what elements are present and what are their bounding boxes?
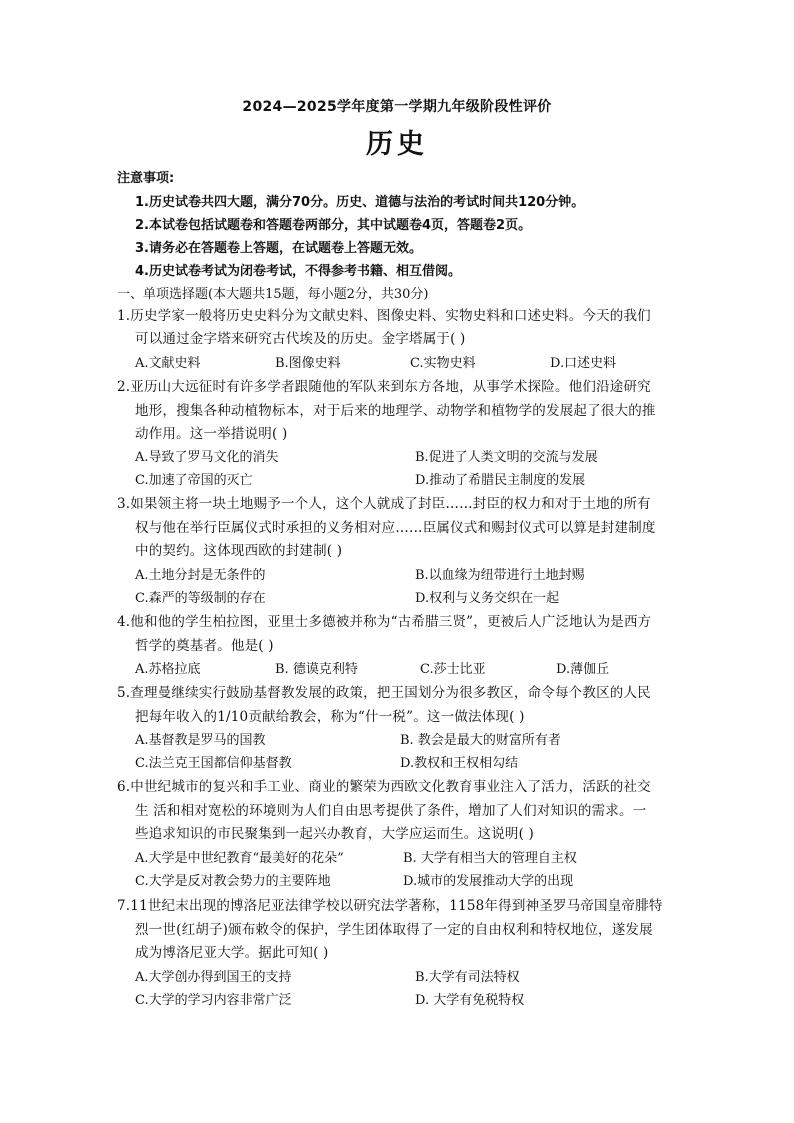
question-5-line-1: 5.查理曼继续实行鼓励基督教发展的政策，把王国划分为很多教区，命令每个教区的人民 (117, 685, 651, 701)
question-4-option-a: A.苏格拉底 (135, 662, 201, 677)
question-2-option-a: A.导致了罗马文化的消失 (135, 450, 279, 465)
question-6-option-a: A.大学是中世纪教育“最美好的花朵” (135, 851, 344, 866)
question-3-option-a: A.土地分封是无条件的 (135, 568, 266, 583)
question-3-option-d: D.权利与义务交织在一起 (415, 591, 560, 606)
question-6-line-1: 6.中世纪城市的复兴和手工业、商业的繁荣为西欧文化教育事业注入了活力，活跃的社交 (117, 779, 651, 795)
note-item: 4.历史试卷考试为闭卷考试，不得参考书籍、相互借阅。 (135, 264, 461, 279)
exam-title: 2024—2025学年度第一学期九年级阶段性评价 (242, 99, 552, 115)
question-3-line-3: 中的契约。这体现西欧的封建制( ) (135, 543, 343, 559)
note-item: 2.本试卷包括试题卷和答题卷两部分，其中试题卷4页，答题卷2页。 (135, 218, 532, 233)
question-5-option-c: C.法兰克王国都信仰基督教 (135, 756, 292, 771)
question-6-option-d: D.城市的发展推动大学的出现 (403, 874, 574, 889)
subject-title: 历史 (366, 129, 428, 160)
question-6-line-2: 生 活和相对宽松的环境则为人们自由思考提供了条件，增加了人们对知识的需求。一 (135, 803, 647, 819)
question-7-line-3: 成为博洛尼亚大学。据此可知( ) (135, 945, 329, 961)
question-5-option-d: D.教权和王权相勾结 (400, 756, 519, 771)
question-7-option-d: D. 大学有免税特权 (415, 993, 525, 1008)
question-6-option-b: B. 大学有相当大的管理自主权 (403, 851, 577, 866)
question-7-line-2: 烈一世(红胡子)颁布敕令的保护，学生团体取得了一定的自由权利和特权地位，遂发展 (135, 922, 653, 938)
question-2-line-3: 动作用。这一举措说明( ) (135, 426, 288, 442)
question-7-line-1: 7.11世纪末出现的博洛尼亚法律学校以研究法学著称，1158年得到神圣罗马帝国皇帝腓特 (117, 898, 663, 914)
question-4-line-1: 4.他和他的学生柏拉图，亚里士多德被并称为“古希腊三贤”，更被后人广泛地认为是西方 (117, 614, 652, 630)
question-6-option-c: C.大学是反对教会势力的主要阵地 (135, 874, 331, 889)
question-1-option-d: D.口述史料 (550, 356, 617, 371)
question-3-option-c: C.森严的等级制的存在 (135, 591, 266, 606)
question-7-option-a: A.大学创办得到国王的支持 (135, 970, 292, 985)
question-7-option-b: B.大学有司法特权 (415, 970, 520, 985)
question-1-option-c: C.实物史料 (410, 356, 476, 371)
section-heading: 一、单项选择题(本大题共15题，每小题2分，共30分) (117, 287, 429, 302)
question-3-line-2: 权与他在举行臣属仪式时承担的义务相对应……臣属仪式和赐封仪式可以算是封建制度 (135, 520, 656, 536)
question-5-option-a: A.基督教是罗马的国教 (135, 733, 266, 748)
question-1-line-1: 1.历史学家一般将历史史料分为文献史料、图像史料、实物史料和口述史料。今天的我们 (117, 308, 651, 324)
question-3-option-b: B.以血缘为纽带进行土地封赐 (415, 568, 585, 583)
question-5-line-2: 把每年收入的1/10贡献给教会，称为“什一税”。这一做法体现( ) (135, 709, 525, 725)
notes-heading: 注意事项: (117, 171, 175, 186)
question-4-line-2: 哲学的奠基者。他是( ) (135, 638, 274, 654)
question-5-option-b: B. 教会是最大的财富所有者 (400, 733, 561, 748)
question-1-line-2: 可以通过金字塔来研究古代埃及的历史。金字塔属于( ) (135, 331, 466, 347)
note-item: 3.请务必在答题卷上答题，在试题卷上答题无效。 (135, 241, 422, 256)
question-2-option-c: C.加速了帝国的灭亡 (135, 473, 253, 488)
question-3-line-1: 3.如果领主将一块土地赐予一个人，这个人就成了封臣……封臣的权力和对于土地的所有 (117, 496, 651, 512)
question-2-line-2: 地形，搜集各种动植物标本，对于后来的地理学、动物学和植物学的发展起了很大的推 (135, 403, 656, 419)
question-2-option-b: B.促进了人类文明的交流与发展 (415, 450, 598, 465)
question-1-option-a: A.文献史料 (135, 356, 201, 371)
question-6-line-3: 些追求知识的市民聚集到一起兴办教育，大学应运而生。这说明( ) (135, 826, 535, 842)
question-4-option-b: B. 德谟克利特 (275, 662, 358, 677)
question-2-line-1: 2.亚历山大远征时有许多学者跟随他的军队来到东方各地，从事学术探险。他们沿途研究 (117, 379, 651, 395)
question-4-option-d: D.薄伽丘 (556, 662, 610, 677)
question-4-option-c: C.莎士比亚 (420, 662, 486, 677)
question-7-option-c: C.大学的学习内容非常广泛 (135, 993, 292, 1008)
question-1-option-b: B.图像史料 (275, 356, 341, 371)
question-2-option-d: D.推动了希腊民主制度的发展 (415, 473, 586, 488)
note-item: 1.历史试卷共四大题，满分70分。历史、道德与法治的考试时间共120分钟。 (135, 195, 585, 210)
